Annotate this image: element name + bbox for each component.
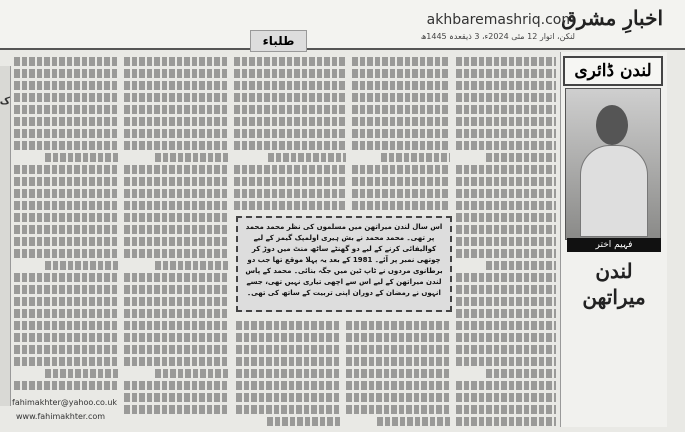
text-line xyxy=(124,381,228,390)
text-line xyxy=(352,129,450,138)
text-line xyxy=(456,81,556,90)
text-column-6 xyxy=(346,318,450,426)
text-line xyxy=(124,105,228,114)
text-line xyxy=(124,201,228,210)
text-line xyxy=(346,369,450,378)
text-line xyxy=(155,261,228,270)
text-line xyxy=(234,201,346,210)
text-line xyxy=(14,381,118,390)
text-line xyxy=(124,141,228,150)
text-line xyxy=(456,417,556,426)
text-line xyxy=(155,369,228,378)
text-column-5 xyxy=(236,318,340,426)
text-line xyxy=(45,153,118,162)
text-line xyxy=(456,405,556,414)
text-line xyxy=(234,69,346,78)
text-line xyxy=(124,249,228,258)
text-line xyxy=(234,81,346,90)
text-line xyxy=(124,129,228,138)
text-line xyxy=(234,189,346,198)
text-line xyxy=(14,81,118,90)
text-line xyxy=(14,117,118,126)
text-line xyxy=(486,261,556,270)
text-line xyxy=(124,189,228,198)
text-line xyxy=(14,177,118,186)
text-line xyxy=(346,393,450,402)
text-line xyxy=(456,381,556,390)
text-line xyxy=(456,237,556,246)
text-line xyxy=(456,93,556,102)
author-name: فہیم اختر xyxy=(567,238,661,252)
text-line xyxy=(456,249,556,258)
text-line xyxy=(124,177,228,186)
text-line xyxy=(124,237,228,246)
masthead xyxy=(0,0,685,50)
text-line xyxy=(234,141,346,150)
text-line xyxy=(268,153,346,162)
text-line xyxy=(352,165,450,174)
date-line: لنکن، اتوار 12 مئی 2024ء، 3 ذیقعدہ 1445ھ xyxy=(420,32,575,41)
text-line xyxy=(456,201,556,210)
text-line xyxy=(236,345,340,354)
text-line xyxy=(346,405,450,414)
text-line xyxy=(234,177,346,186)
author-photo-torso xyxy=(580,145,648,237)
text-line xyxy=(124,333,228,342)
text-line xyxy=(236,321,340,330)
text-line xyxy=(14,285,118,294)
text-line xyxy=(124,93,228,102)
text-line xyxy=(236,381,340,390)
text-line xyxy=(377,417,450,426)
text-line xyxy=(14,273,118,282)
text-line xyxy=(456,309,556,318)
text-line xyxy=(14,333,118,342)
text-line xyxy=(14,69,118,78)
text-line xyxy=(14,225,118,234)
text-line xyxy=(234,57,346,66)
author-photo xyxy=(565,88,661,240)
text-line xyxy=(124,165,228,174)
text-line xyxy=(456,69,556,78)
text-line xyxy=(456,321,556,330)
text-line xyxy=(236,405,340,414)
text-line xyxy=(14,57,118,66)
text-line xyxy=(14,213,118,222)
text-line xyxy=(14,141,118,150)
text-line xyxy=(352,189,450,198)
author-email[interactable]: fahimakhter@yahoo.co.uk xyxy=(12,398,118,407)
text-line xyxy=(352,81,450,90)
text-column-3 xyxy=(234,54,346,214)
left-edge-column xyxy=(0,66,11,406)
text-line xyxy=(124,57,228,66)
text-line xyxy=(124,345,228,354)
article-title: لندن میراتھن xyxy=(582,259,646,309)
text-line xyxy=(124,225,228,234)
text-line xyxy=(234,105,346,114)
text-line xyxy=(352,69,450,78)
text-line xyxy=(267,417,340,426)
text-line xyxy=(236,393,340,402)
text-line xyxy=(234,165,346,174)
text-line xyxy=(124,213,228,222)
text-line xyxy=(124,405,228,414)
text-line xyxy=(236,357,340,366)
text-line xyxy=(124,69,228,78)
text-line xyxy=(14,201,118,210)
text-line xyxy=(352,57,450,66)
text-line xyxy=(456,225,556,234)
text-line xyxy=(14,129,118,138)
text-line xyxy=(234,117,346,126)
text-line xyxy=(352,201,450,210)
text-line xyxy=(234,129,346,138)
text-line xyxy=(456,273,556,282)
text-line xyxy=(346,345,450,354)
text-line xyxy=(456,141,556,150)
text-line xyxy=(124,321,228,330)
text-line xyxy=(456,333,556,342)
text-line xyxy=(456,129,556,138)
text-line xyxy=(456,57,556,66)
newspaper-url[interactable]: akhbaremashriq.com xyxy=(426,12,575,28)
text-line xyxy=(14,297,118,306)
text-column-2 xyxy=(124,54,228,414)
text-line xyxy=(124,357,228,366)
text-line xyxy=(234,93,346,102)
text-column-1 xyxy=(14,54,118,394)
text-line xyxy=(14,105,118,114)
newspaper-logo: اخبارِ مشرق xyxy=(561,6,663,30)
left-edge-marker: ک xyxy=(0,96,10,107)
text-line xyxy=(124,393,228,402)
text-line xyxy=(352,177,450,186)
text-line xyxy=(456,285,556,294)
text-line xyxy=(124,297,228,306)
text-line xyxy=(456,189,556,198)
text-line xyxy=(456,105,556,114)
text-line xyxy=(456,117,556,126)
columnist-sidebar xyxy=(560,52,667,427)
text-line xyxy=(14,321,118,330)
text-line xyxy=(456,177,556,186)
text-line xyxy=(14,165,118,174)
text-line xyxy=(346,357,450,366)
text-line xyxy=(381,153,450,162)
text-line xyxy=(486,369,556,378)
text-line xyxy=(456,357,556,366)
text-line xyxy=(124,117,228,126)
text-line xyxy=(45,369,118,378)
pull-quote-box: اس سال لندن میراتھن میں مسلموں کی نظر محمد محمد پر تھی۔ محمد محمد نے بش ہیری اولمپک گیمز کے لیے کوالیفائی کرنے کے لیے دو گھنٹے ساٹھ منٹ میں دوڑ کر چوتھی نمبر پر آئے۔ 1981 کے بعد یہ پہلا موقع تھا جب دو برطانوی مردوں نے ٹاپ ٹین میں جگہ بنائی۔ محمد کے پاس لندن میراتھن کے لیے اس سے اچھی تیاری نہیں تھی، جسے انہوں نے رمضان کے دوران اپنی تربیت کے ساتھ کی تھی۔ xyxy=(236,216,452,312)
text-line xyxy=(352,117,450,126)
text-line xyxy=(352,141,450,150)
text-line xyxy=(14,189,118,198)
text-line xyxy=(14,357,118,366)
text-line xyxy=(346,381,450,390)
text-line xyxy=(14,237,118,246)
text-column-7 xyxy=(456,54,556,426)
text-line xyxy=(155,153,228,162)
text-line xyxy=(486,153,556,162)
text-line xyxy=(456,297,556,306)
text-line xyxy=(346,333,450,342)
text-line xyxy=(124,273,228,282)
text-line xyxy=(456,165,556,174)
text-line xyxy=(14,345,118,354)
text-column-4 xyxy=(352,54,450,214)
text-line xyxy=(456,213,556,222)
text-line xyxy=(14,249,118,258)
text-line xyxy=(14,93,118,102)
text-line xyxy=(456,393,556,402)
text-line xyxy=(124,285,228,294)
text-line xyxy=(124,309,228,318)
text-line xyxy=(346,321,450,330)
text-line xyxy=(14,309,118,318)
author-photo-head xyxy=(596,105,628,145)
text-line xyxy=(236,369,340,378)
section-label: طلباء xyxy=(250,30,307,52)
text-line xyxy=(456,345,556,354)
text-line xyxy=(45,261,118,270)
column-title: لندن ڈائری xyxy=(563,56,663,86)
text-line xyxy=(352,93,450,102)
text-line xyxy=(124,81,228,90)
author-website[interactable]: www.fahimakhter.com xyxy=(16,412,106,421)
text-line xyxy=(352,105,450,114)
text-line xyxy=(236,333,340,342)
